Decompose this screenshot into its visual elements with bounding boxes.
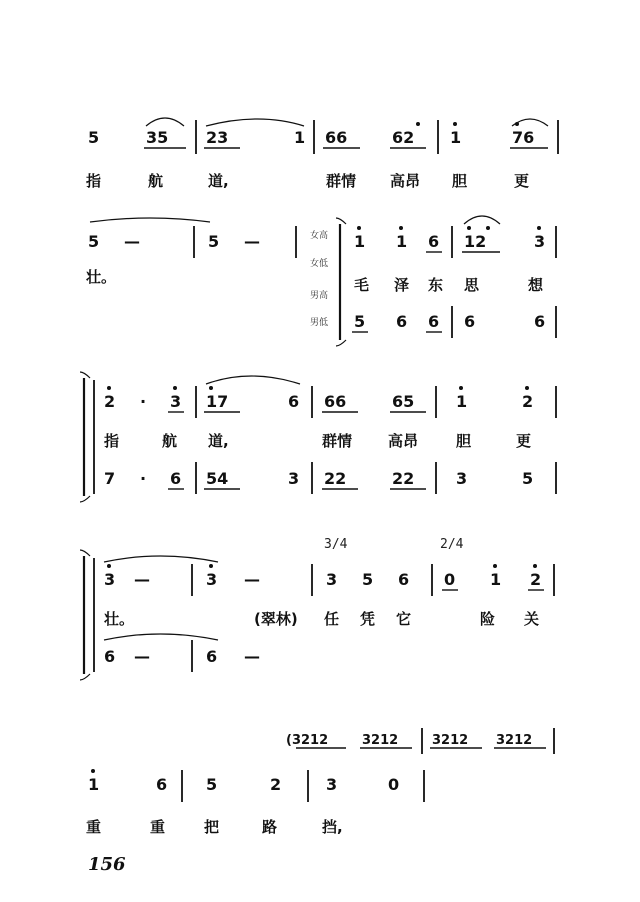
note: 3 [456,469,468,488]
octave-dot [467,226,471,230]
lyric: 把 [204,818,220,836]
slur [464,216,500,224]
lyric: 险 [480,610,496,628]
note: 1 [354,232,366,251]
lyric: 高昂 [390,172,421,190]
tie [206,119,304,126]
note: 1 [88,775,100,794]
note: 23 [206,128,229,147]
accompaniment-note: 3212 [496,733,533,748]
note: 0 [444,570,456,589]
dash: — [134,570,150,589]
note: 5 [208,232,220,251]
lyric: 群情 [326,172,357,190]
note: 17 [206,392,229,411]
note: 2 [530,570,542,589]
octave-dot [533,564,537,568]
note: 6 [464,312,476,331]
tie [206,376,300,384]
system-1 [85,118,558,190]
octave-dot [107,386,111,390]
lyric: 思 [464,276,480,294]
octave-dot [459,386,463,390]
lyric: 高昂 [388,432,419,450]
note: 0 [388,775,400,794]
lyric: 挡, [322,818,343,836]
note: 5 [206,775,218,794]
system-5 [86,728,554,836]
slur [146,118,184,126]
accompaniment-note: 3212 [432,733,469,748]
dot: · [140,469,147,488]
dash: — [244,647,260,666]
note: 6 [396,312,408,331]
dash: — [124,232,140,251]
lyric: 东 [428,276,444,294]
note: 3 [326,570,338,589]
accompaniment-note: 3212 [362,733,399,748]
voice-label: 女低 [310,259,329,269]
note: 3 [288,469,300,488]
note: 3 [534,232,546,251]
time-signature: 3/4 [324,537,348,552]
lyric: 毛 [354,276,370,294]
lyric: 泽 [394,276,410,294]
tie [90,218,210,222]
lyric: 更 [516,432,532,450]
note: 1 [396,232,408,251]
system-4 [80,537,554,680]
octave-dot [416,122,420,126]
octave-dot [107,564,111,568]
lyric: 道, [208,432,229,450]
lyric: 航 [148,172,164,190]
note: 3 [104,570,116,589]
lyric: 航 [162,432,178,450]
note: 2 [522,392,534,411]
lyric: 指 [86,172,102,190]
octave-dot [209,386,213,390]
note: 66 [324,392,347,411]
page-number: 156 [88,854,126,875]
note: 3 [206,570,218,589]
octave-dot [91,769,95,773]
octave-dot [537,226,541,230]
lyric: 重 [86,818,102,836]
lyric: 重 [150,818,166,836]
note: 22 [324,469,347,488]
octave-dot [357,226,361,230]
bracket-hook [336,340,346,346]
note: 5 [88,232,100,251]
note: 1 [450,128,462,147]
octave-dot [525,386,529,390]
note: 3 [170,392,182,411]
note: 65 [392,392,415,411]
lyric: 更 [514,172,530,190]
voice-label: 男高 [310,291,329,301]
octave-dot [173,386,177,390]
dash: — [244,232,260,251]
note: 1 [490,570,502,589]
time-signature: 2/4 [440,537,464,552]
note: 66 [325,128,348,147]
dash: — [244,570,260,589]
lyric: (翠林) [254,610,298,628]
note: 35 [146,128,169,147]
bracket-hook [80,550,90,556]
note: 6 [534,312,546,331]
note: 1 [456,392,468,411]
octave-dot [486,226,490,230]
note: 62 [392,128,415,147]
lyric: 壮。 [86,268,117,286]
note: 5 [522,469,534,488]
dash: — [134,647,150,666]
system-2 [86,216,556,346]
note: 12 [464,232,487,251]
note: 6 [156,775,168,794]
note: 6 [428,232,440,251]
lyric: 胆 [452,172,468,190]
note: 22 [392,469,415,488]
lyric: 凭 [360,610,376,628]
note: 1 [294,128,306,147]
lyric: 想 [528,276,544,294]
octave-dot [209,564,213,568]
lyric: 任 [324,610,340,628]
bracket-hook [80,372,90,378]
lyric: 它 [396,610,412,628]
tie [104,634,218,640]
lyric: 壮。 [104,610,135,628]
lyric: 指 [104,432,120,450]
accompaniment-note: (3212 [286,733,329,748]
note: 6 [206,647,218,666]
voice-label: 男低 [310,318,329,328]
octave-dot [399,226,403,230]
note: 7 [104,469,116,488]
octave-dot [493,564,497,568]
note: 6 [398,570,410,589]
lyric: 关 [524,610,540,628]
lyric: 路 [262,818,278,836]
bracket-hook [336,218,346,224]
voice-label: 女高 [310,231,329,241]
note: 5 [88,128,100,147]
note: 2 [104,392,116,411]
octave-dot [453,122,457,126]
lyric: 胆 [456,432,472,450]
lyric: 群情 [322,432,353,450]
system-3 [80,372,556,502]
note: 6 [104,647,116,666]
note: 6 [288,392,300,411]
note: 2 [270,775,282,794]
lyric: 道, [208,172,229,190]
note: 6 [428,312,440,331]
tie [104,556,218,562]
note: 54 [206,469,229,488]
bracket-hook [80,674,90,680]
note: 3 [326,775,338,794]
note: 5 [354,312,366,331]
note: 76 [512,128,535,147]
note: 5 [362,570,374,589]
note: 6 [170,469,182,488]
bracket-hook [80,496,90,502]
dot: · [140,392,147,411]
